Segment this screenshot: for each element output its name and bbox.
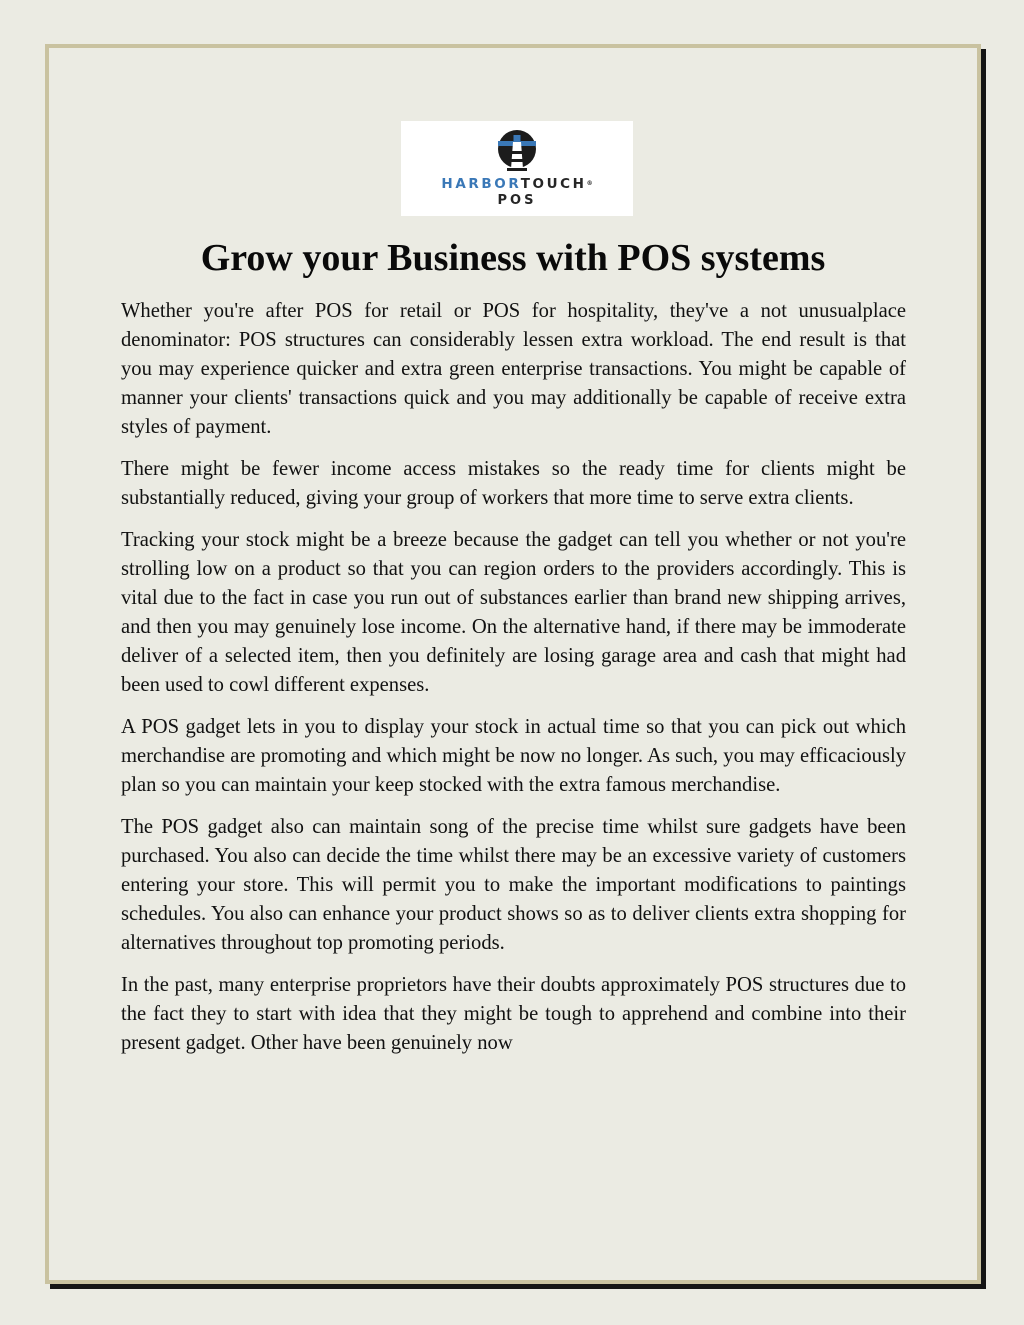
logo-brand-part2: TOUCH (520, 176, 587, 192)
paragraph: Whether you're after POS for retail or POS for hospitality, they've a not unusualplace denominator: POS structures can considerably lessen extra workload. The end result is that you may experience quicker and extra green enterprise transactions. You might be capable of manner your clients' transactions quick and you may additionally be capable of receive extra styles of payment. (121, 300, 906, 438)
document-title: Grow your Business with POS systems (200, 237, 826, 279)
logo-registered-mark: ® (586, 180, 593, 187)
harbortouch-logo (401, 121, 633, 216)
paragraph: A POS gadget lets in you to display your stock in actual time so that you can pick out which merchandise are promoting and which might be now no longer. As such, you may efficaciously plan so you can maintain your keep stocked with the extra famous merchandise. (121, 716, 906, 796)
paragraph: In the past, many enterprise proprietors have their doubts approximately POS structures due to the fact they to start with idea that they might be tough to apprehend and combine into their present gadget. Other have been genuinely now (121, 974, 906, 1054)
paragraph: There might be fewer income access mistakes so the ready time for clients might be substantially reduced, giving your group of workers that more time to serve extra clients. (121, 458, 906, 509)
paragraph: Tracking your stock might be a breeze because the gadget can tell you whether or not you're strolling low on a product so that you can region orders to the providers accordingly. This is vital due to the fact in case you run out of substances earlier than brand new shipping arrives, and then you may genuinely lose income. On the alternative hand, if there may be immoderate deliver of a selected item, then you definitely are losing garage area and cash that might had been used to cowl different expenses. (121, 529, 906, 696)
document-body (121, 297, 906, 1071)
lighthouse-icon (487, 129, 547, 173)
logo-brand-part1: HARBOR (441, 176, 521, 192)
page-frame (45, 44, 981, 1284)
logo-wordmark (401, 176, 633, 192)
paragraph: The POS gadget also can maintain song of the precise time whilst sure gadgets have been purchased. You also can decide the time whilst there may be an excessive variety of customers entering your store. This will permit you to make the important modifications to paintings schedules. You also can enhance your product shows so as to deliver clients extra shopping for alternatives throughout top promoting periods. (121, 816, 906, 954)
logo-product: POS (497, 193, 537, 208)
